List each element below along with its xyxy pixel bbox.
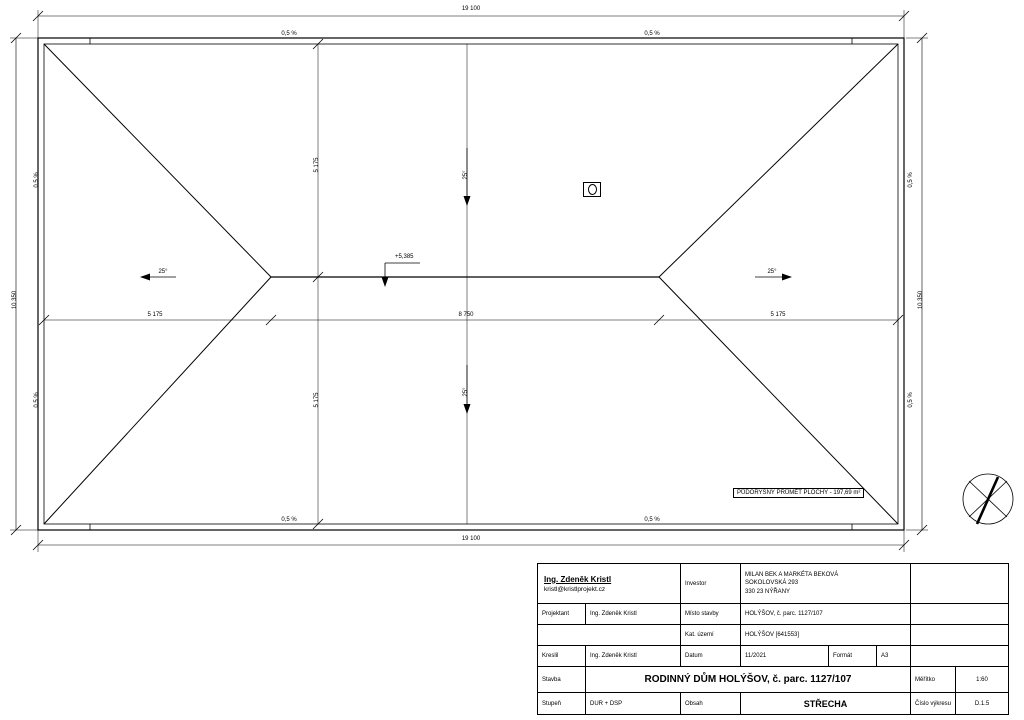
investor-line-2: SOKOLOVSKÁ 293	[745, 580, 799, 587]
slope-label-gutter-right-bottom: 0,5 %	[908, 392, 914, 408]
dim-overall-height-right: 10 350	[918, 290, 924, 310]
slope-label-ridge-bottom-right: 0,5 %	[644, 517, 660, 523]
dim-overall-width-top: 19 100	[461, 6, 481, 12]
datum-value: 11/2021	[741, 646, 829, 666]
pitch-label-hip-left: 25°	[158, 269, 168, 275]
title-block	[537, 563, 1009, 715]
investor-value	[741, 564, 911, 603]
obsah-label: Obsah	[681, 693, 741, 715]
dim-overall-height-left: 10 350	[12, 290, 18, 310]
kreslil-label: Kreslil	[538, 646, 586, 666]
pitch-label-upper: 25°	[463, 170, 469, 180]
slope-label-ridge-top-left: 0,5 %	[281, 31, 297, 37]
misto-value: HOLÝŠOV, č. parc. 1127/107	[741, 604, 911, 624]
meritko-label: Měřítko	[911, 667, 956, 692]
titleblock-blank-l3	[538, 625, 681, 645]
pitch-label-lower: 25°	[463, 387, 469, 397]
dim-vert-upper: 5 175	[314, 157, 320, 173]
kat-value: HOLÝŠOV [641553]	[741, 625, 911, 645]
titleblock-blank-top-right	[911, 564, 1008, 603]
stavba-value: RODINNÝ DŮM HOLÝŠOV, č. parc. 1127/107	[586, 667, 911, 692]
slope-label-gutter-left-top: 0,5 %	[34, 172, 40, 188]
projektant-label: Projektant	[538, 604, 586, 624]
cislo-label: Číslo výkresu	[911, 693, 956, 715]
dim-vert-lower: 5 175	[314, 392, 320, 408]
stavba-label: Stavba	[538, 667, 586, 692]
dim-inner-center: 8 750	[458, 312, 474, 318]
investor-label: Investor	[681, 564, 741, 603]
misto-label: Místo stavby	[681, 604, 741, 624]
investor-line-3: 330 23 NÝŘANY	[745, 588, 791, 595]
pitch-label-hip-right: 25°	[767, 269, 777, 275]
stupen-value: DUR + DSP	[586, 693, 681, 715]
format-label: Formát	[829, 646, 877, 666]
dim-inner-right: 5 175	[770, 312, 786, 318]
titleblock-blank-r4	[911, 646, 1008, 666]
slope-label-gutter-left-bottom: 0,5 %	[34, 392, 40, 408]
stupen-label: Stupeň	[538, 693, 586, 715]
datum-label: Datum	[681, 646, 741, 666]
dim-inner-left: 5 175	[147, 312, 163, 318]
format-value: A3	[877, 646, 911, 666]
slope-label-gutter-right-top: 0,5 %	[908, 172, 914, 188]
elevation-label: +5,385	[395, 254, 414, 260]
slope-label-ridge-bottom-left: 0,5 %	[281, 517, 297, 523]
designer-name: Ing. Zdeněk Kristl	[544, 574, 612, 584]
cislo-value: D.1.5	[974, 701, 990, 707]
titleblock-blank-r3	[911, 625, 1008, 645]
roof-vent-symbol	[583, 182, 601, 197]
kat-label: Kat. území	[681, 625, 741, 645]
titleblock-blank-r2	[911, 604, 1008, 624]
designer-email: kristl@kristlprojekt.cz	[544, 585, 606, 593]
projektant-value: Ing. Zdeněk Kristl	[586, 604, 681, 624]
kreslil-value: Ing. Zdeněk Kristl	[586, 646, 681, 666]
area-note: PŮDORYSNÝ PRŮMĚT PLOCHY - 197,69 m²	[733, 488, 864, 498]
dim-overall-width-bottom: 19 100	[461, 536, 481, 542]
obsah-value: STŘECHA	[741, 693, 911, 715]
meritko-value: 1:60	[976, 676, 988, 683]
slope-label-ridge-top-right: 0,5 %	[644, 31, 660, 37]
investor-line-1: MILAN BEK A MARKÉTA BEKOVÁ	[745, 572, 839, 579]
designer-cell	[538, 564, 681, 603]
